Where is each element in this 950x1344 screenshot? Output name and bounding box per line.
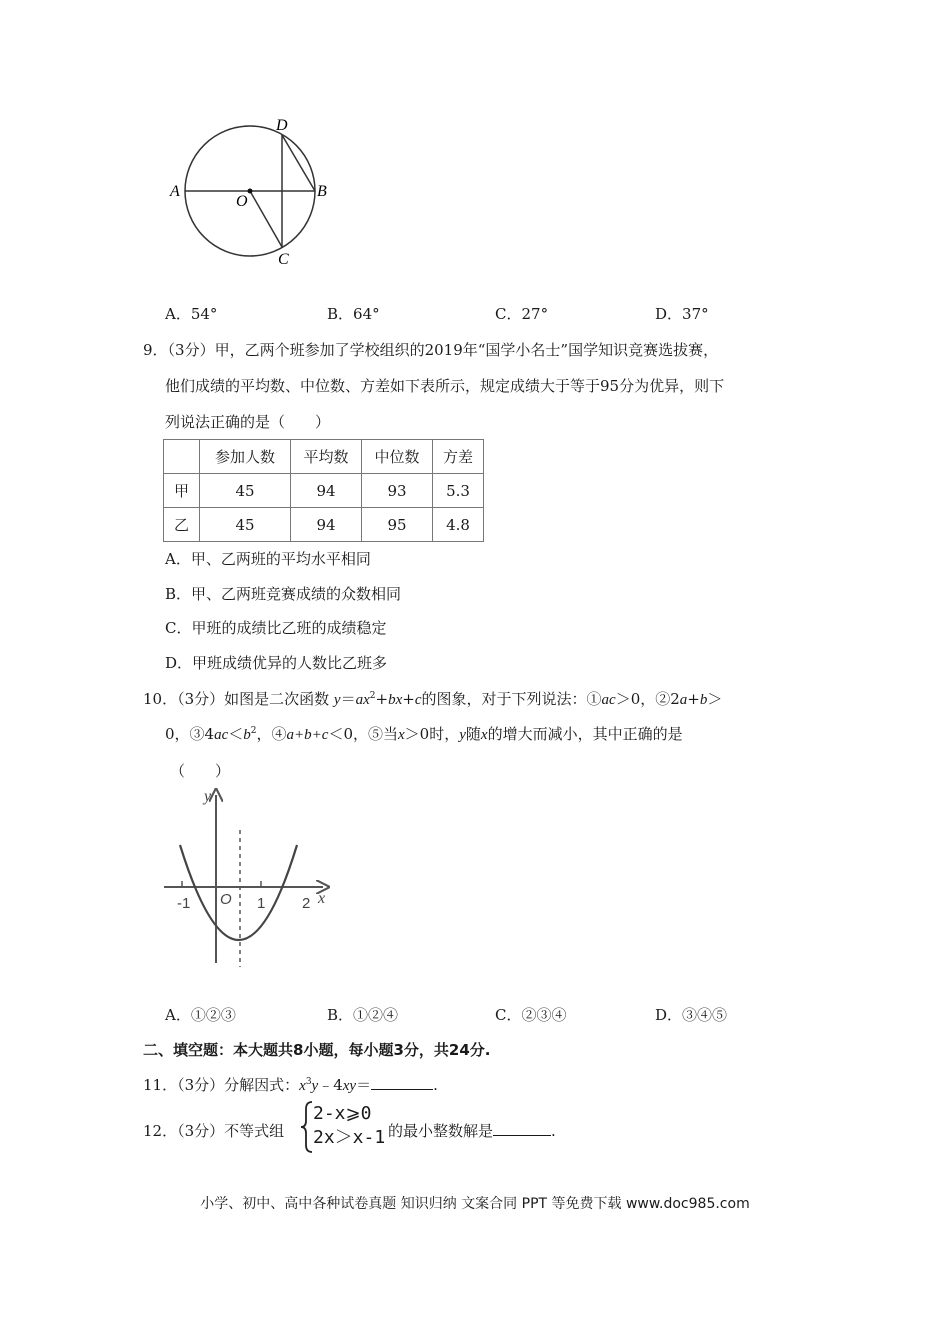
q10-formula-bx: bx [388,692,403,708]
q10-s3-ac: ac [214,727,229,743]
q8-option-c: C．27° [495,305,549,323]
parabola-graph [160,785,340,970]
table-header-cell [164,440,200,474]
q10-formula-plus1: + [375,690,389,708]
table-header-cell: 中位数 [362,440,433,474]
q10-s5-y: y [459,727,466,743]
q9-stem-line3: 列说法正确的是（ ） [165,413,331,431]
x-axis-label: x [318,890,326,907]
q8-option-d: D．37° [655,305,709,323]
q10-s3-lt: ＜ [228,725,244,743]
q9-option-b: B．甲、乙两班竞赛成绩的众数相同 [165,585,402,603]
inequality-2: 2x＞x-1 [313,1127,386,1148]
q8-option-a: A．54° [165,305,218,323]
table-row [164,508,484,542]
inequality-system [313,1102,385,1150]
q11-suffix: . [433,1076,438,1094]
center-point [248,189,253,194]
q10-line2-p5: 随 [465,725,481,743]
label-D: D [276,117,288,134]
table-cell: 4.8 [433,508,484,542]
tick-label-1: 1 [257,895,266,912]
table-header-cell: 方差 [433,440,484,474]
y-axis-label: y [204,788,212,805]
q10-formula-ax: ax [355,692,370,708]
q10-s1-rel: ＞0，②2 [615,690,680,708]
segment-OC [250,191,282,247]
q10-line2-p1: 0，③4 [165,725,215,743]
table-cell: 45 [200,474,291,508]
q10-line2-p6: 的增大而减小，其中正确的是 [487,725,683,743]
origin-label: O [220,891,232,908]
q9-option-a: A．甲、乙两班的平均水平相同 [165,550,371,568]
table-cell: 5.3 [433,474,484,508]
inequality-1: 2-x⩾0 [313,1103,372,1124]
tick-label-neg1: -1 [177,895,191,912]
table-cell: 95 [362,508,433,542]
q10-option-d: D．③④⑤ [655,1006,728,1024]
q10-stem-prefix: 10．（3分）如图是二次函数 [143,690,330,708]
table-cell: 甲 [164,474,200,508]
q10-option-a: A．①②③ [165,1006,236,1024]
q10-s3-sq: 2 [250,726,257,736]
q10-s2-b: b [699,692,708,708]
q9-option-d: D．甲班成绩优异的人数比乙班多 [165,654,388,672]
label-O: O [236,193,248,210]
label-C: C [278,251,289,268]
q10-option-b: B．①②④ [327,1006,399,1024]
q9-stem-line2: 他们成绩的平均数、中位数、方差如下表所示，规定成绩大于等于95分为优异，则下 [165,377,725,395]
circle-figure [160,110,340,270]
segment-DB [282,135,315,191]
q12-answer-blank[interactable] [493,1121,551,1136]
table-header-cell: 平均数 [291,440,362,474]
q10-line2-p3: ＜0，⑤当 [328,725,398,743]
q10-s2-gt: ＞ [707,690,723,708]
q11-stem [143,1074,438,1095]
q11-xy: xy [342,1078,357,1094]
q10-s5-x: x [397,727,405,743]
q10-s1-ac: ac [601,692,616,708]
q11-answer-blank[interactable] [371,1075,433,1090]
q11-minus: ﹣4 [318,1076,343,1094]
table-header-row [164,440,484,474]
q10-formula-eq: ＝ [340,690,356,708]
q10-s3-b: b [243,727,251,743]
q10-s2-plus: + [687,690,700,708]
tick-label-2: 2 [302,895,311,912]
table-cell: 乙 [164,508,200,542]
label-B: B [317,183,327,200]
q11-y: y [311,1078,319,1094]
q10-stem-mid: 的图象，对于下列说法：① [421,690,602,708]
q10-s5-x2: x [480,727,488,743]
parabola-curve [180,845,297,940]
q9-score-table [163,439,484,542]
section-heading: 二、填空题：本大题共8小题，每小题3分，共24分. [143,1041,491,1059]
q10-s4-expr: a+b+c [286,727,329,743]
page-footer: 小学、初中、高中各种试卷真题 知识归纳 文案合同 PPT 等免费下载 www.doc985.com [200,1196,750,1212]
q10-s2-a: a [679,692,688,708]
q10-formula-sq: 2 [369,691,376,701]
q10-option-c: C．②③④ [495,1006,567,1024]
label-A: A [170,183,180,200]
q10-formula-plus2: + [402,690,415,708]
q10-formula-y: y [333,692,341,708]
table-cell: 93 [362,474,433,508]
q11-prefix: 11．（3分）分解因式： [143,1076,300,1094]
table-row [164,474,484,508]
q12-suffix: 的最小整数解是 [388,1122,494,1140]
q10-stem-line2 [165,723,683,744]
q11-x: x [299,1078,306,1094]
table-header-cell: 参加人数 [200,440,291,474]
q10-line2-p4: ＞0时， [404,725,460,743]
table-cell: 45 [200,508,291,542]
q10-stem-line3: （ ） [170,762,231,780]
q8-option-b: B．64° [327,305,380,323]
q10-formula-c: c [414,692,422,708]
q12-suffix-line [388,1120,556,1141]
q11-sq: 3 [305,1077,312,1087]
q12-prefix: 12．（3分）不等式组 [143,1122,285,1140]
q10-line2-p2: ，④ [256,725,287,743]
q9-stem-line1: 9．（3分）甲，乙两个班参加了学校组织的2019年“国学小名士”国学知识竞赛选拔赛， [143,341,719,359]
table-cell: 94 [291,508,362,542]
q11-eq: ＝ [356,1076,372,1094]
table-cell: 94 [291,474,362,508]
q9-option-c: C．甲班的成绩比乙班的成绩稳定 [165,619,387,637]
q10-stem-line1 [143,688,722,709]
system-brace-icon [300,1100,314,1154]
q12-end: . [551,1122,556,1140]
